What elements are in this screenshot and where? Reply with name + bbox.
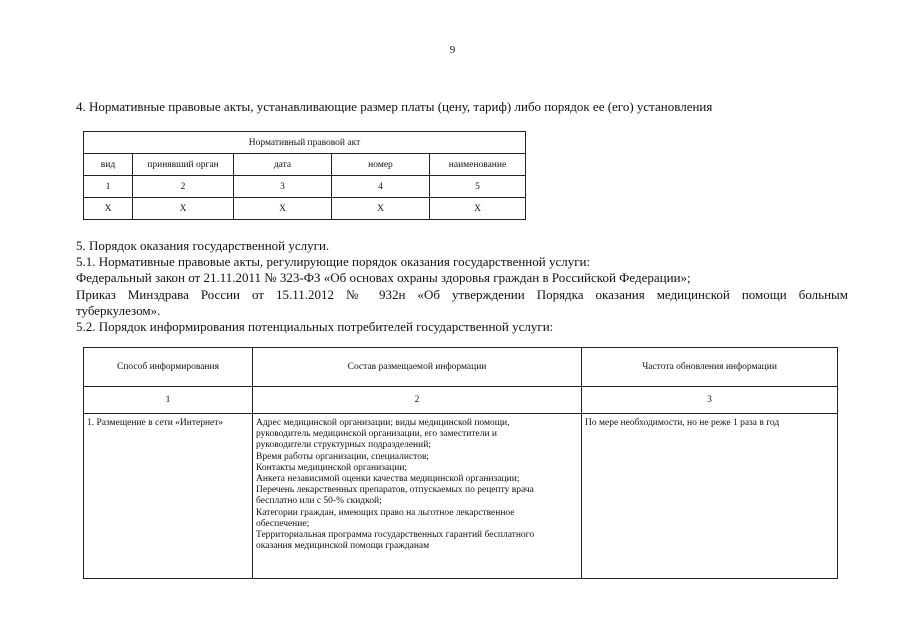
content-line: Контакты медицинской организации; (256, 462, 408, 473)
value-cell: Х (133, 198, 234, 220)
section-5-2-title: 5.2. Порядок информирования потенциальных потребителей государственной услуги: (76, 319, 554, 334)
content-line: Перечень лекарственных препаратов, отпускаемых по рецепту врача (256, 485, 534, 496)
page-number: 9 (449, 44, 456, 56)
section-5-title: 5. Порядок оказания государственной услуги. (76, 238, 330, 253)
content-line: оказания медицинской помощи гражданам (256, 541, 430, 552)
table-row (84, 132, 526, 154)
order-reference-line-1: Приказ Минздрава России от 15.11.2012 № 932н «Об утверждении Порядка оказания медицинской помощи больным (76, 287, 848, 302)
content-cell (253, 414, 582, 579)
value-cell: Х (234, 198, 332, 220)
header-cell: вид (84, 154, 133, 176)
content-line: Время работы организации, специалистов; (256, 451, 430, 462)
header-cell: Частота обновления информации (582, 348, 838, 387)
number-cell: 3 (582, 387, 838, 414)
number-cell: 4 (332, 176, 430, 198)
number-cell: 1 (84, 387, 253, 414)
number-cell: 2 (253, 387, 582, 414)
content-line: Категории граждан, имеющих право на льготное лекарственное (256, 507, 515, 518)
method-cell: 1. Размещение в сети «Интернет» (84, 414, 253, 579)
table-row (84, 414, 838, 579)
value-cell: Х (84, 198, 133, 220)
table-row (84, 348, 838, 387)
number-cell: 3 (234, 176, 332, 198)
law-reference: Федеральный закон от 21.11.2011 № 323-ФЗ «Об основах охраны здоровья граждан в Российской Федерации»; (76, 270, 691, 285)
content-line: Территориальная программа государственных гарантий бесплатного (256, 530, 535, 541)
header-cell: наименование (430, 154, 526, 176)
header-cell: дата (234, 154, 332, 176)
content-line: Анкета независимой оценки качества медицинской организации; (256, 474, 520, 485)
number-cell: 5 (430, 176, 526, 198)
information-table (83, 347, 838, 579)
content-line: бесплатно или с 50-% скидкой; (256, 496, 382, 507)
content-line: руководитель медицинской организации, его заместители и (256, 429, 498, 440)
group-header-cell: Нормативный правовой акт (84, 132, 526, 154)
content-line: обеспечение; (256, 518, 310, 529)
section-5-1-title: 5.1. Нормативные правовые акты, регулирующие порядок оказания государственной услуги: (76, 254, 591, 269)
header-cell: принявший орган (133, 154, 234, 176)
header-cell: номер (332, 154, 430, 176)
table-row (84, 387, 838, 414)
section-4-title: 4. Нормативные правовые акты, устанавливающие размер платы (цену, тариф) либо порядок ее (его) установления (76, 99, 713, 114)
table-row (84, 154, 526, 176)
number-cell: 1 (84, 176, 133, 198)
table-row (84, 198, 526, 220)
table-row (84, 176, 526, 198)
number-cell: 2 (133, 176, 234, 198)
header-cell: Состав размещаемой информации (253, 348, 582, 387)
order-reference-line-2: туберкулезом». (76, 303, 161, 318)
frequency-cell: По мере необходимости, но не реже 1 раза в год (582, 414, 838, 579)
value-cell: Х (430, 198, 526, 220)
content-line: Адрес медицинской организации; виды медицинской помощи, (256, 418, 510, 428)
header-cell: Способ информирования (84, 348, 253, 387)
content-line: руководители структурных подразделений; (256, 440, 431, 451)
legal-acts-table (83, 131, 526, 220)
value-cell: Х (332, 198, 430, 220)
